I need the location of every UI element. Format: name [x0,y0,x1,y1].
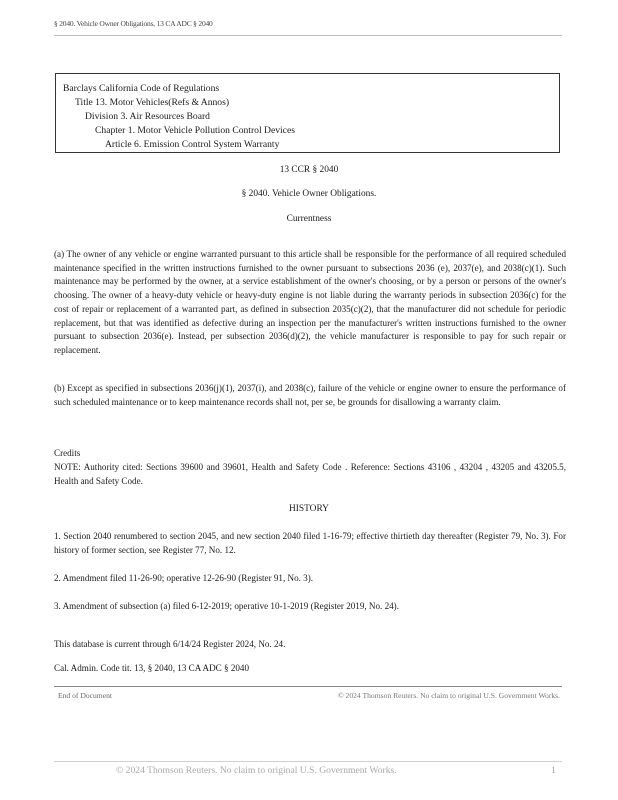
paragraph-a: (a) The owner of any vehicle or engine warranted pursuant to this article shall be responsible for the performance of all required scheduled maintenance specified in the written instructions furnished to the owner pursuant to subsections 2036 (e), 2037(e), and 2038(c)(1). Such maintenance may be performed by the owner, at a service establishment of the owner's choosing, or by a person or persons of the owner's choosing. The owner of a heavy-duty vehicle or heavy-duty engine is not liable during the warranty periods in subsection 2036(c) for the cost of repair or replacement of a warranted part, as defined in subsection 2035(c)(2), that the manufacturer did not schedule for periodic replacement, but that was identified as defective during an inspection per the manufacturer's written instructions furnished to the owner pursuant to subsection 2036(e). Instead, per subsection 2036(d)(2), the vehicle manufacturer is responsible to pay for such repair or replacement. [54,249,566,355]
credits-note: NOTE: Authority cited: Sections 39600 and 39601, Health and Safety Code . Reference: Sections 43106 , 43204 , 43205 and 43205.5, Health and Safety Code. [54,462,566,486]
breadcrumb-code: Barclays California Code of Regulations [63,83,220,94]
history-item: 2. Amendment filed 11-26-90; operative 12-26-90 (Register 91, No. 3). [54,573,314,583]
page-header: § 2040. Vehicle Owner Obligations, 13 CA ADC § 2040 [54,19,213,28]
breadcrumb-division: Division 3. Air Resources Board [85,111,210,122]
citation: 13 CCR § 2040 [279,165,339,175]
bottom-divider [54,761,562,762]
footer-copyright: © 2024 Thomson Reuters. No claim to original U.S. Government Works. [337,691,560,700]
breadcrumb [55,73,560,153]
paragraph-b: (b) Except as specified in subsections 2036(j)(1), 2037(i), and 2038(c), failure of the vehicle or engine owner to ensure the performance of such scheduled maintenance or to keep maintenance records shall not, per se, be grounds for disallowing a warranty claim. [54,383,566,407]
history-item: 1. Section 2040 renumbered to section 2045, and new section 2040 filed 1-16-79; effective thirtieth day thereafter (Register 79, No. 3). For history of former section, see Register 77, No. 12. [54,531,566,555]
header-divider [54,35,562,36]
history-item: 3. Amendment of subsection (a) filed 6-12-2019; operative 10-1-2019 (Register 2019, No. 24). [54,601,399,611]
breadcrumb-chapter: Chapter 1. Motor Vehicle Pollution Control Devices [95,125,295,136]
section-title: § 2040. Vehicle Owner Obligations. [241,189,377,199]
end-of-document: End of Document [58,691,112,700]
currentness: Currentness [286,214,332,224]
page-number: 1 [551,765,556,776]
code-citation: Cal. Admin. Code tit. 13, § 2040, 13 CA ADC § 2040 [54,663,250,673]
breadcrumb-title: Title 13. Motor Vehicles(Refs & Annos) [75,97,230,108]
bottom-copyright: © 2024 Thomson Reuters. No claim to original U.S. Government Works. [116,765,397,776]
history-heading: HISTORY [289,504,329,514]
footer-divider [54,686,562,687]
breadcrumb-article: Article 6. Emission Control System Warranty [105,139,280,150]
database-current: This database is current through 6/14/24 Register 2024, No. 24. [54,639,286,649]
credits-heading: Credits [54,448,81,458]
